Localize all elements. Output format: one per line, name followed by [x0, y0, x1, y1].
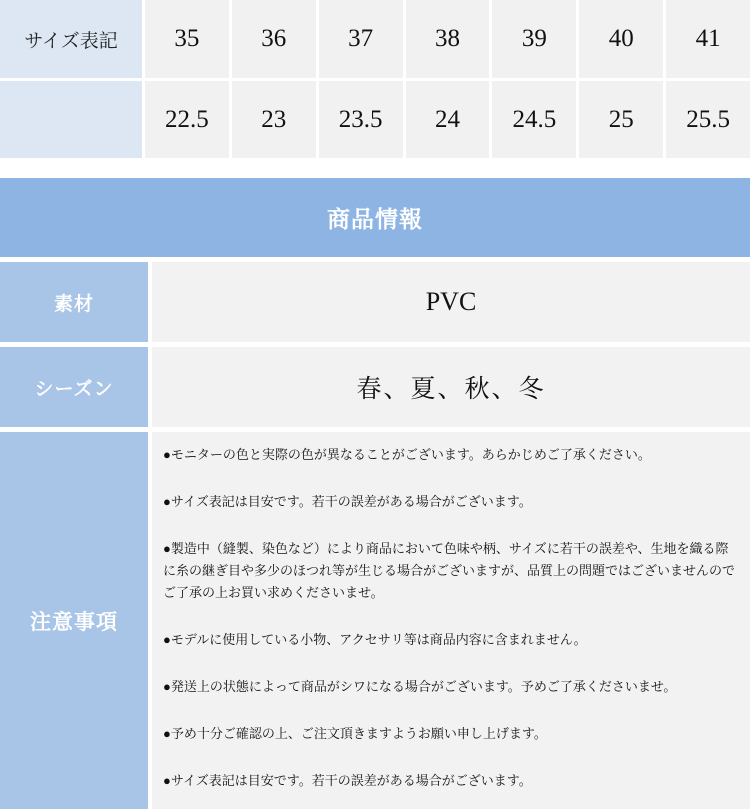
note-item: ●サイズ表記は目安です。若干の誤差がある場合がございます。 [163, 773, 532, 788]
size-cell: 35 [145, 0, 229, 78]
cm-cell: 25 [579, 81, 663, 158]
size-cell: 39 [492, 0, 576, 78]
notes-label: 注意事項 [0, 432, 148, 809]
season-value: 春、夏、秋、冬 [152, 347, 750, 427]
notes-list [152, 432, 750, 809]
season-row [0, 347, 750, 427]
cm-cell: 23.5 [319, 81, 403, 158]
note-item: ●モニターの色と実際の色が異なることがございます。あらかじめご了承ください。 [163, 447, 651, 462]
size-cell: 38 [406, 0, 490, 78]
material-value: PVC [152, 262, 750, 342]
size-cell: 40 [579, 0, 663, 78]
cm-label-header [0, 81, 142, 158]
cm-cell: 24.5 [492, 81, 576, 158]
note-item: ●予め十分ご確認の上、ご注文頂きますようお願い申し上げます。 [163, 726, 547, 741]
cm-cell: 24 [406, 81, 490, 158]
material-row [0, 262, 750, 342]
size-cell: 41 [666, 0, 750, 78]
note-item: ●発送上の状態によって商品がシワになる場合がございます。予めご了承くださいませ。 [163, 679, 677, 694]
size-cell: 36 [232, 0, 316, 78]
season-label: シーズン [0, 347, 148, 427]
product-info-banner: 商品情報 [0, 178, 750, 257]
note-item: ●製造中（縫製、染色など）により商品において色味や柄、サイズに若干の誤差や、生地を織る際に糸の継ぎ目や多少のほつれ等が生じる場合がございますが、品質上の問題ではございませんのでご了承の上お買い求めくださいませ。 [163, 541, 736, 600]
cm-cell: 25.5 [666, 81, 750, 158]
size-table [0, 0, 750, 158]
note-item: ●モデルに使用している小物、アクセサリ等は商品内容に含まれません。 [163, 632, 587, 647]
size-label-header: サイズ表記 [0, 0, 142, 78]
notes-row [0, 432, 750, 809]
material-label: 素材 [0, 262, 148, 342]
note-item: ●サイズ表記は目安です。若干の誤差がある場合がございます。 [163, 494, 532, 509]
size-cell: 37 [319, 0, 403, 78]
cm-cell: 23 [232, 81, 316, 158]
cm-cell: 22.5 [145, 81, 229, 158]
